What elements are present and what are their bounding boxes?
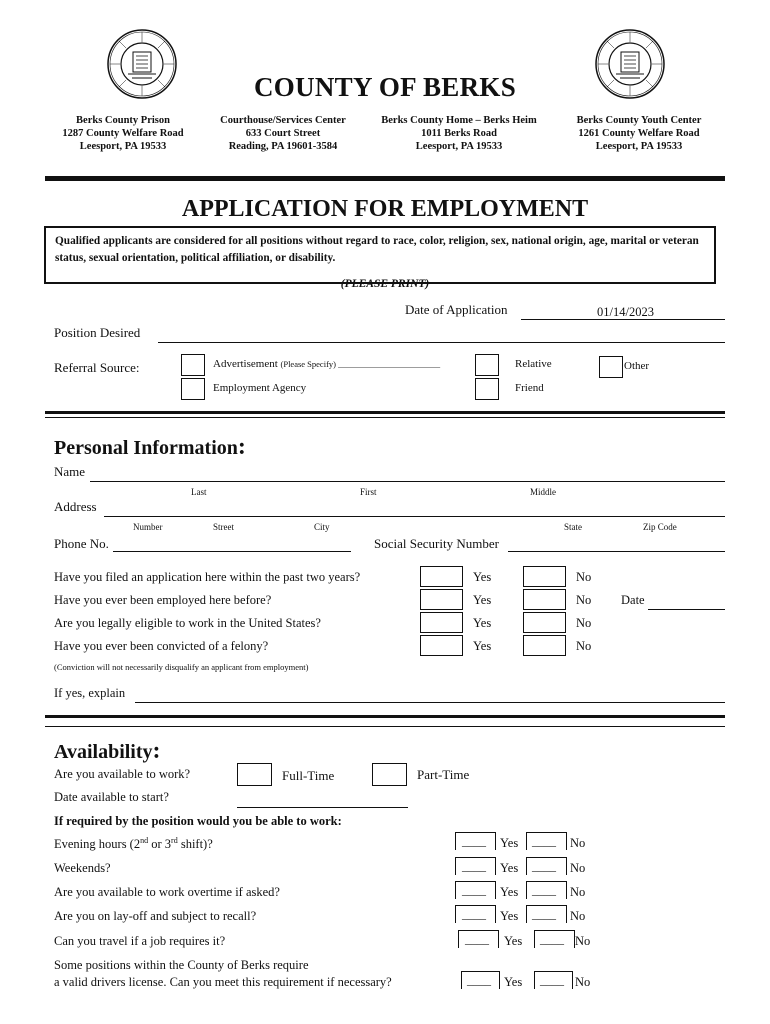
employment-agency-checkbox[interactable] [181,378,205,400]
office-street: 1287 County Welfare Road [62,128,184,139]
no-label: No [576,616,592,630]
address-city-caption: City [314,522,330,532]
employment-agency-label: Employment Agency [213,382,307,394]
no-label: No [576,570,592,584]
date-of-application-field[interactable]: 01/14/2023 [597,305,654,319]
position-desired-label: Position Desired [54,325,141,340]
yes-label: Yes [504,975,523,989]
availability-heading: Availability: [54,738,161,764]
other-label: Other [624,360,650,372]
section-divider [45,715,725,718]
question-prior-application: Have you filed an application here within the past two years? [54,570,361,584]
no-label: No [575,975,591,989]
ssn-field[interactable] [508,551,725,552]
office-city: Leesport, PA 19533 [79,141,167,152]
address-state-caption: State [564,522,582,532]
date-of-application-label: Date of Application [405,302,508,317]
employed-date-field[interactable] [648,609,725,610]
blank: ____ [467,973,491,987]
phone-field[interactable] [113,551,351,552]
blank: ____ [532,907,556,921]
blank: ____ [532,883,556,897]
felony-no-box[interactable] [523,635,566,656]
part-time-label: Part-Time [417,767,470,782]
position-desired-field[interactable] [158,342,725,343]
application-heading: APPLICATION FOR EMPLOYMENT [181,196,589,222]
blank: ____ [540,973,564,987]
part-time-checkbox[interactable] [372,763,407,786]
full-time-checkbox[interactable] [237,763,272,786]
no-label: No [576,593,592,607]
eeo-notice: Qualified applicants are considered for all positions without regard to race, color, religion, sex, national origin, age, marital or veteran status, sexual orientation, political affiliation, or disability. [44,226,716,284]
office-city: Reading, PA 19601-3584 [228,141,338,152]
phone-label: Phone No. [54,536,109,551]
explain-field[interactable] [135,702,725,703]
address-number-caption: Number [133,522,163,532]
prior-application-no-box[interactable] [523,566,566,587]
please-print: (PLEASE PRINT) [340,278,430,290]
prior-application-yes-box[interactable] [420,566,463,587]
name-field[interactable] [90,481,725,482]
no-label: No [570,861,586,875]
eligible-no-box[interactable] [523,612,566,633]
no-label: No [570,836,586,850]
felony-yes-box[interactable] [420,635,463,656]
blank: ____ [540,932,564,946]
conviction-note: (Conviction will not necessarily disqualify an applicant from employment) [54,662,309,672]
name-label: Name [54,464,86,479]
employed-before-yes-box[interactable] [420,589,463,610]
friend-label: Friend [515,382,544,394]
county-title: COUNTY OF BERKS [253,72,517,102]
start-date-field[interactable] [237,807,408,808]
no-label: No [576,639,592,653]
section-divider [45,411,725,414]
office-name: Berks County Prison [76,115,170,126]
relative-checkbox[interactable] [475,354,499,376]
question-eligible: Are you legally eligible to work in the United States? [54,616,321,630]
section-divider [45,726,725,727]
address-field[interactable] [104,516,725,517]
question-employed-before: Have you ever been employed here before? [54,593,272,607]
advertisement-label: Advertisement (Please Specify) ________________________ [213,358,441,370]
yes-label: Yes [500,836,519,850]
please-specify: (Please Specify) ________________________ [280,359,441,369]
section-divider [45,417,725,418]
blank: ____ [465,932,489,946]
referral-source-label: Referral Source: [54,360,140,375]
question-layoff: Are you on lay-off and subject to recall? [54,909,257,923]
office-youth-center [558,114,720,153]
friend-checkbox[interactable] [475,378,499,400]
header-divider [45,176,725,181]
blank: ____ [462,859,486,873]
eligible-yes-box[interactable] [420,612,463,633]
employed-before-no-box[interactable] [523,589,566,610]
full-time-label: Full-Time [282,768,335,783]
no-label: No [570,885,586,899]
name-last-caption: Last [191,487,207,497]
address-street-caption: Street [213,522,234,532]
yes-label: Yes [504,934,523,948]
yes-label: Yes [500,885,519,899]
no-label: No [575,934,591,948]
no-label: No [570,909,586,923]
office-courthouse [208,114,358,153]
blank: ____ [462,883,486,897]
required-label: If required by the position would you be able to work: [54,814,342,828]
yes-label: Yes [473,639,492,653]
available-to-work-label: Are you available to work? [54,767,191,781]
explain-label: If yes, explain [54,686,126,700]
ssn-label: Social Security Number [374,536,499,551]
name-first-caption: First [360,487,377,497]
address-label: Address [54,499,97,514]
yes-label: Yes [473,616,492,630]
yes-label: Yes [473,593,492,607]
personal-info-heading: Personal Information: [54,434,246,460]
office-name: Courthouse/Services Center [220,115,346,126]
blank: ____ [532,859,556,873]
question-overtime: Are you available to work overtime if asked? [54,885,280,899]
license-line-2: a valid drivers license. Can you meet this requirement if necessary? [54,975,392,989]
office-street: 1261 County Welfare Road [578,128,700,139]
office-city: Leesport, PA 19533 [595,141,683,152]
office-city: Leesport, PA 19533 [415,141,503,152]
question-felony: Have you ever been convicted of a felony? [54,639,269,653]
blank: ____ [462,834,486,848]
office-street: 1011 Berks Road [421,128,497,139]
yes-label: Yes [500,861,519,875]
office-prison [48,114,198,153]
yes-label: Yes [500,909,519,923]
question-weekends: Weekends? [54,861,111,875]
license-line-1: Some positions within the County of Berks require [54,958,309,972]
employed-date-label: Date [621,593,645,607]
relative-label: Relative [515,358,552,370]
office-name: Berks County Youth Center [576,115,702,126]
office-name: Berks County Home – Berks Heim [381,115,537,126]
office-street: 633 Court Street [245,128,321,139]
yes-label: Yes [473,570,492,584]
question-evening-hours: Evening hours (2nd or 3rd shift)? [54,836,213,852]
blank: ____ [462,907,486,921]
advertisement-checkbox[interactable] [181,354,205,376]
address-zip-caption: Zip Code [643,522,677,532]
question-travel: Can you travel if a job requires it? [54,934,226,948]
blank: ____ [532,834,556,848]
office-berks-heim [370,114,548,153]
other-checkbox[interactable] [599,356,623,378]
start-date-label: Date available to start? [54,790,169,804]
name-middle-caption: Middle [530,487,556,497]
